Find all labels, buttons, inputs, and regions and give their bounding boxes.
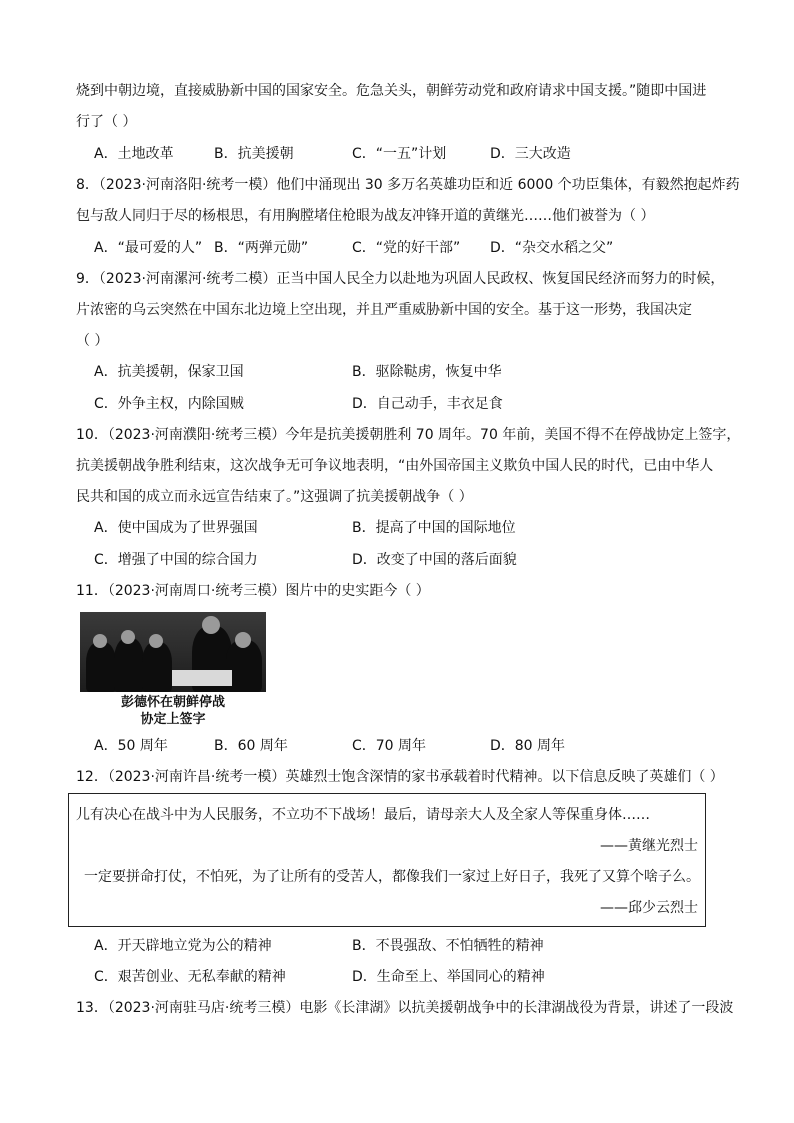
q12-option-b[interactable]: B．不畏强敌、不怕牺牲的精神 xyxy=(352,938,544,954)
q9-stem-line1: 9．（2023·河南漯河·统考二模）正当中国人民全力以赴地为巩固人民政权、恢复国民经济而努力的时候， xyxy=(76,271,725,287)
q8-stem-line2: 包与敌人同归于尽的杨根思，有用胸膛堵住枪眼为战友冲锋开道的黄继光……他们被誉为（ ） xyxy=(76,208,655,224)
q11-option-b[interactable]: B．60 周年 xyxy=(214,738,288,754)
q10-stem-line2: 抗美援朝战争胜利结束，这次战争无可争议地表明，“由外国帝国主义欺负中国人民的时代，已由中华人 xyxy=(76,458,714,474)
q7-stem-line1: 烧到中朝边境，直接威胁新中国的国家安全。危急关头，朝鲜劳动党和政府请求中国支援。”随即中国进 xyxy=(76,83,707,99)
letter-excerpt-2: 一定要拼命打仗，不怕死，为了让所有的受苦人，都像我们一家过上好日子，我死了又算个啥子么。 xyxy=(84,869,700,885)
letter-signature-2: ——邱少云烈士 xyxy=(600,900,698,916)
photo-caption xyxy=(80,694,266,728)
q7-option-d[interactable]: D．三大改造 xyxy=(490,146,571,162)
q7-option-b[interactable]: B．抗美援朝 xyxy=(214,146,294,162)
q9-option-b[interactable]: B．驱除鞑虏，恢复中华 xyxy=(352,364,502,380)
q11-option-a[interactable]: A．50 周年 xyxy=(94,738,168,754)
q11-option-c[interactable]: C．70 周年 xyxy=(352,738,427,754)
q12-option-c[interactable]: C．艰苦创业、无私奉献的精神 xyxy=(94,969,286,985)
q9-option-c[interactable]: C．外争主权，内除国贼 xyxy=(94,396,244,412)
historical-photo xyxy=(80,612,266,692)
q10-option-d[interactable]: D．改变了中国的落后面貌 xyxy=(352,552,517,568)
q10-stem-line1: 10．（2023·河南濮阳·统考三模）今年是抗美援朝胜利 70 周年。70 年前，美国不得不在停战协定上签字， xyxy=(76,427,741,443)
q9-option-d[interactable]: D．自己动手，丰衣足食 xyxy=(352,396,503,412)
q9-option-a[interactable]: A．抗美援朝，保家卫国 xyxy=(94,364,244,380)
photo-caption-line1: 彭德怀在朝鲜停战 xyxy=(120,695,225,710)
q8-stem-line1: 8．（2023·河南洛阳·统考一模）他们中涌现出 30 多万名英雄功臣和近 6000 个功臣集体，有毅然抱起炸药 xyxy=(76,177,740,193)
q9-stem-line2: 片浓密的乌云突然在中国东北边境上空出现，并且严重威胁新中国的安全。基于这一形势，我国决定 xyxy=(76,302,692,318)
q10-option-c[interactable]: C．增强了中国的综合国力 xyxy=(94,552,258,568)
letter-excerpt-1: 儿有决心在战斗中为人民服务，不立功不下战场！最后，请母亲大人及全家人等保重身体…… xyxy=(76,807,650,823)
q7-stem-line2: 行了（ ） xyxy=(76,114,137,130)
q8-option-b[interactable]: B．“两弹元勋” xyxy=(214,240,309,256)
q10-option-b[interactable]: B．提高了中国的国际地位 xyxy=(352,520,516,536)
q13-stem-line1: 13．（2023·河南驻马店·统考三模）电影《长津湖》以抗美援朝战争中的长津湖战役为背景，讲述了一段波 xyxy=(76,1000,734,1016)
q12-stem-line1: 12．（2023·河南许昌·统考一模）英雄烈士饱含深情的家书承载着时代精神。以下信息反映了英雄们（ ） xyxy=(76,769,724,785)
q10-option-a[interactable]: A．使中国成为了世界强国 xyxy=(94,520,258,536)
q8-option-c[interactable]: C．“党的好干部” xyxy=(352,240,461,256)
letter-signature-1: ——黄继光烈士 xyxy=(600,838,698,854)
q7-option-a[interactable]: A．土地改革 xyxy=(94,146,174,162)
q12-option-d[interactable]: D．生命至上、举国同心的精神 xyxy=(352,969,545,985)
q9-stem-line3: （ ） xyxy=(76,333,109,349)
q8-option-d[interactable]: D．“杂交水稻之父” xyxy=(490,240,614,256)
q11-stem-line1: 11．（2023·河南周口·统考三模）图片中的史实距今（ ） xyxy=(76,583,430,599)
q12-option-a[interactable]: A．开天辟地立党为公的精神 xyxy=(94,938,272,954)
q11-option-d[interactable]: D．80 周年 xyxy=(490,738,566,754)
q10-stem-line3: 民共和国的成立而永远宣告结束了。”这强调了抗美援朝战争（ ） xyxy=(76,489,473,505)
q7-option-c[interactable]: C．“一五”计划 xyxy=(352,146,447,162)
q8-option-a[interactable]: A．“最可爱的人” xyxy=(94,240,203,256)
photo-caption-line2: 协定上签字 xyxy=(140,712,206,727)
